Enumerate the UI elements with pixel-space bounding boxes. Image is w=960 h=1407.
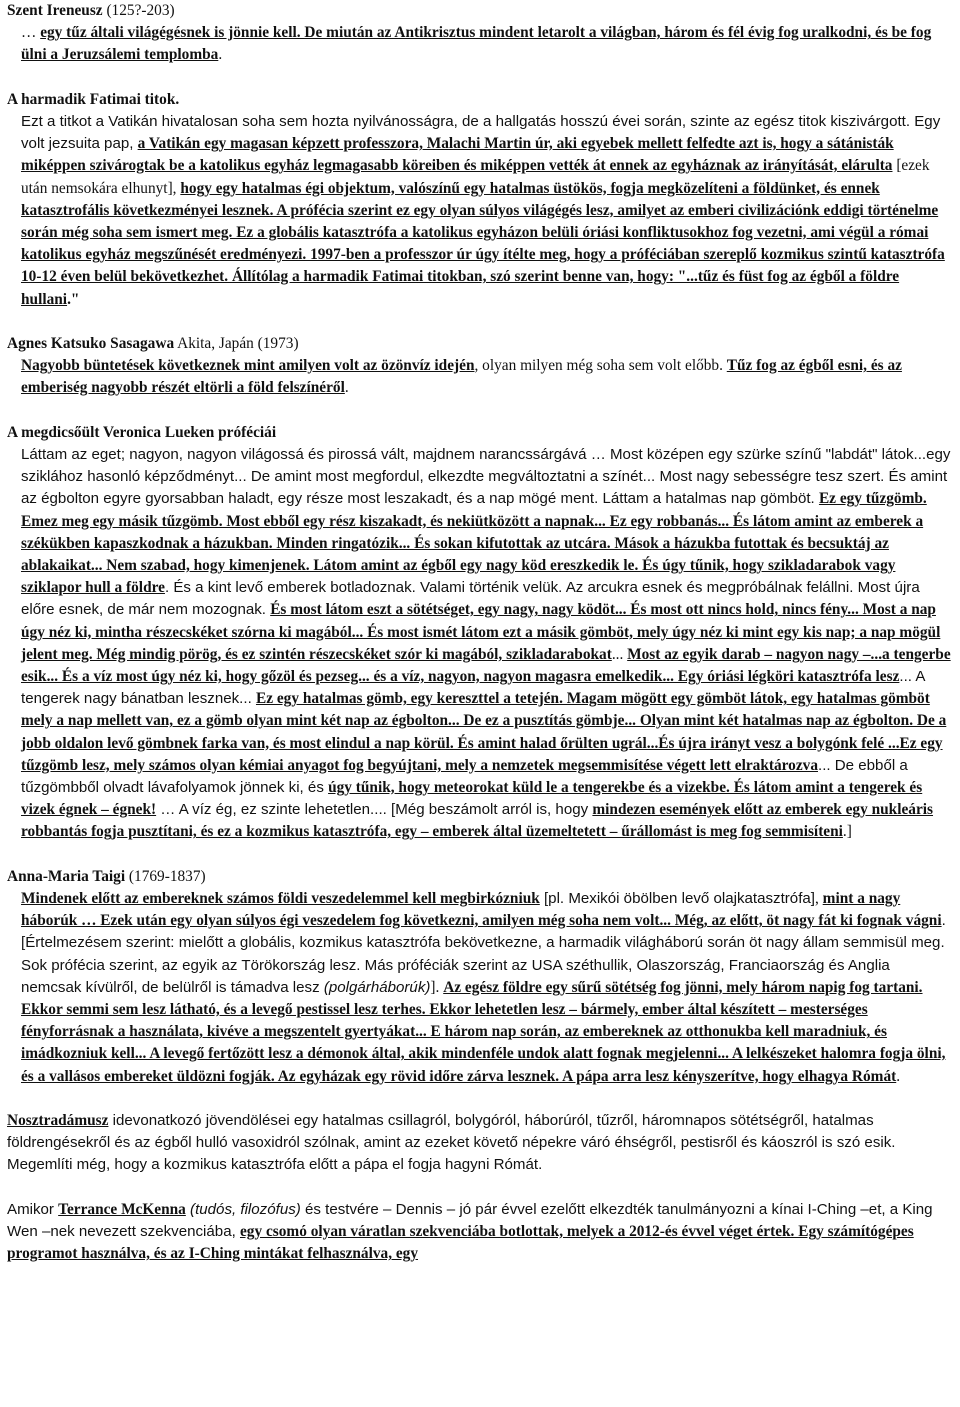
taigi-paragraph: Mindenek előtt az embereknek számos földi veszedelemmel kell megbirkózniuk [pl. Mexikói öbölben levő olajkatasztrófa], mint a nagy háborúk … Ezek után egy olyan súlyos égi veszedelem fog következni, amilyen még soha nem volt... Még, az előtt, öt nagy fát ki fognak vágni. [Értelmezésem szerint: mielőtt a globális, kozmikus katasztrófa bekövetkezne, a harmadik világháború során öt nagy állam semmisül meg. Sok prófécia szerint, az egyik az Törökország lesz. Más próféciák szerint az USA széthullik, Olaszország, Franciaország és Anglia nemcsak kívülről, de belülről is támadva lesz (polgárháborúk)]. Az egész földre egy sűrű sötétség fog jönni, mely három napig fog tartani. Ekkor semmi sem lesz látható, és a levegő pestissel lesz terhes. Ekkor lehetetlen lesz – bármely, ember által készített – mesterséges fényforrásnak a használata, kivéve a megszentelt gyertyákat... E három nap során, az embereknek az otthonukba kell maradniuk, és imádkozniuk kell... A levegő fertőzött lesz a démonok által, akik mindenféle undok alatt fognak megjelenni... A lelkészeket halomra fogja ölni, és a vallásos embereket üldözni fogják. Az egyházak egy rövid időre zárva lesznek. A pápa arra lesz kényszerítve, hogy elhagya Rómát.	[21, 890, 946, 1085]
mckenna-paragraph: Amikor Terrance McKenna (tudós, filozófus) és testvére – Dennis – jó pár évvel ezelőtt elkezdték tanulmányozni a kínai I-Ching –et, a King Wen –nek nevezett szekvenciába, egy csomó olyan váratlan szekvenciába botlottak, melyek a 2012-és évvel véget értek. Egy számítógépes programot használva, és az I-Ching mintákat felhasználva, egy	[7, 1200, 933, 1263]
taigi-dates: (1769-1837)	[125, 867, 206, 885]
irenaeus-heading: Szent Ireneusz	[7, 2, 103, 19]
sasagawa-name: Agnes Katsuko Sasagawa	[7, 335, 175, 353]
mckenna-name: Terrance McKenna	[58, 1200, 186, 1218]
lueken-paragraph: Láttam az eget; nagyon, nagyon világossá és pirossá vált, majdnem narancssárgává … Most középen egy szürke színű "labdát" látok...egy sziklához hasonló képződményt... De amint most megfordul, elkezdte megváltoztatni a színét... Most nagy sebességre tesz szert. És amint az égbolton egyre gyorsabban haladt, egy része most leszakadt, és a nap mögé ment. Láttam a hatalmas nap gömböt. Ez egy tűzgömb. Emez meg egy másik tűzgömb. Most ebből egy rész kiszakadt, és nekiütközött a napnak... Ez egy robbanás... És látom amint az emberek a székükben kapaszkodnak a házukban. Minden ringatózik... És sokan kifutottak az utcára. Mások a házukba futottak és becsuktáj az ablakaikat... Nem szabad, hogy kimenjenek. Látom amint az égből egy nagy köd ereszkedik le. És úgy tűnik, hogy szikladarabok vagy sziklapor hull a földre. És a kint levő emberek botladoznak. Valami történik velük. Az arcukra esnek és megpróbálnak felállni. Most újra előre esnek, de már nem mozognak. És most látom eszt a sötétséget, egy nagy, nagy ködöt... És most ott nincs hold, nincs fény... Most a nap úgy néz ki, mintha részecskéket szórna ki magából... És most ismét látom ezt a másik gömböt, mely úgy néz ki mint egy kis nap; a nap mögül jelent meg. Még mindig pörög, és ez szintén részecskéket szór ki magából, szikladarabokat... Most az egyik darab – nagyon nagy –...a tengerbe esik... És a víz most úgy néz ki, hogy gőzöl és pezseg... és a víz, nagyon, nagyon magasra emelkedik... Egy óriási légköri katasztrófa lesz... A tengerek nagy bánatban lesznek... Ez egy hatalmas gömb, egy kereszttel a tetején. Magam mögött egy gömböt látok, egy hatalmas gömböt mely a nap mellett van, ez a gömb olyan mint két nap az égbolton... De ez a pusztítás gömbje... Olyan mint két hatalmas nap az égbolton. De a jobb oldalon levő gömbnek farka van, és most elindul a nap körül. És amint halad őrülten ugrál...És újra irányt vesz a bolygónk felé ...Ez egy tűzgömb lesz, mely számos olyan kémiai anyagot fog begyújtani, mely a nemzetek megsemmisítése végett lett elraktározva... De ebből a tűzgömbből olvadt lávafolyamok jönnek ki, és úgy tűnik, hogy meteorokat küld le a tengerekbe és a vizekbe. És látom amint a tengerek és vizek égnek – égnek! … A víz ég, ez szinte lehetetlen.... [Még beszámolt arról is, hogy mindezen események előtt az emberek egy nukleáris robbantás fogja pusztítani, és ez a kozmikus katasztrófa, egy – emberek által üzemeltetett – űrállomást is meg fog semmisíteni.]	[21, 446, 951, 841]
taigi-name: Anna-Maria Taigi	[7, 867, 126, 885]
taigi-heading	[7, 866, 953, 888]
irenaeus-date: (125?-203)	[102, 2, 175, 19]
irenaeus-quote: … egy tűz általi világégésnek is jönnie kell. De miután az Antikrisztus mindent letarolt a világban, három és fél évig fog uralkodni, és be fog ülni a Jeruzsálemi templomba.	[21, 24, 932, 64]
section-irenaeus	[7, 0, 953, 22]
sasagawa-heading	[7, 333, 953, 355]
sasagawa-paragraph: Nagyobb büntetések következnek mint amilyen volt az özönvíz idején, olyan milyen még soha sem volt előbb. Tűz fog az égből esni, és az emberiség nagyobb részét eltörli a föld felszínéről.	[21, 357, 902, 397]
nostradamus-paragraph: Nosztradámusz idevonatkozó jövendölései egy hatalmas csillagról, bolygóról, háborúról, tűzről, háromnapos sötétségről, hatalmas földrengésekről és az égből hulló vasoxidról szólnak, amint az ezeket követő népekre váró éhségről, pestisről és káoszról is szó esik. Megemlíti még, hogy a kozmikus katasztrófa előtt a pápa el fogja hagyni Rómát.	[7, 1112, 896, 1174]
nostradamus-name: Nosztradámusz	[7, 1112, 109, 1130]
lueken-heading: A megdicsőült Veronica Lueken próféciái	[7, 423, 277, 441]
fatima-paragraph: Ezt a titkot a Vatikán hivatalosan soha sem hozta nyilvánosságra, de a hallgatás hosszú évei során, szinte az egész titok kiszivárgott. Egy volt jezsuita pap, a Vatikán egy magasan képzett professzora, Malachi Martin úr, aki egyebek mellett felfedte azt is, hogy a sátánisták miképpen szivárogtak be a katolikus egyház legmagasabb köreiben és miképpen vették át ennek az egyháznak az irányítását, elárulta [ezek után nemsokára elhunyt], hogy egy hatalmas égi objektum, valószínű egy hatalmas üstökös, fogja megközelíteni a földünket, és ennek katasztrofális következményei lesznek. A prófécia szerint ez egy olyan súlyos világégés lesz, amilyet az emberi civilizációnk eddigi történelme során még soha sem ismert meg. Ez a globális katasztrófa a katolikus egyházon belüli óriási konfliktusokhoz fog vezetni, ami végül a római katolikus egyház megszűnését eredményezi. 1997-ben a professzor úr úgy ítélte meg, hogy a próféciában szereplő kozmikus szintű katasztrófa 10-12 éven belül bekövetkezhet. Állítólag a harmadik Fatimai titokban, szó szerint benne van, hogy: "...tűz és füst fog az égből a földre hullani."	[21, 113, 945, 308]
irenaeus-quote-text: egy tűz általi világégésnek is jönnie kell. De miután az Antikrisztus mindent letarolt a világban, három és fél évig fog uralkodni, és be fog ülni a Jeruzsálemi templomba	[21, 24, 932, 64]
sasagawa-place: Akita, Japán (1973)	[174, 335, 299, 353]
fatima-heading: A harmadik Fatimai titok.	[7, 90, 180, 108]
